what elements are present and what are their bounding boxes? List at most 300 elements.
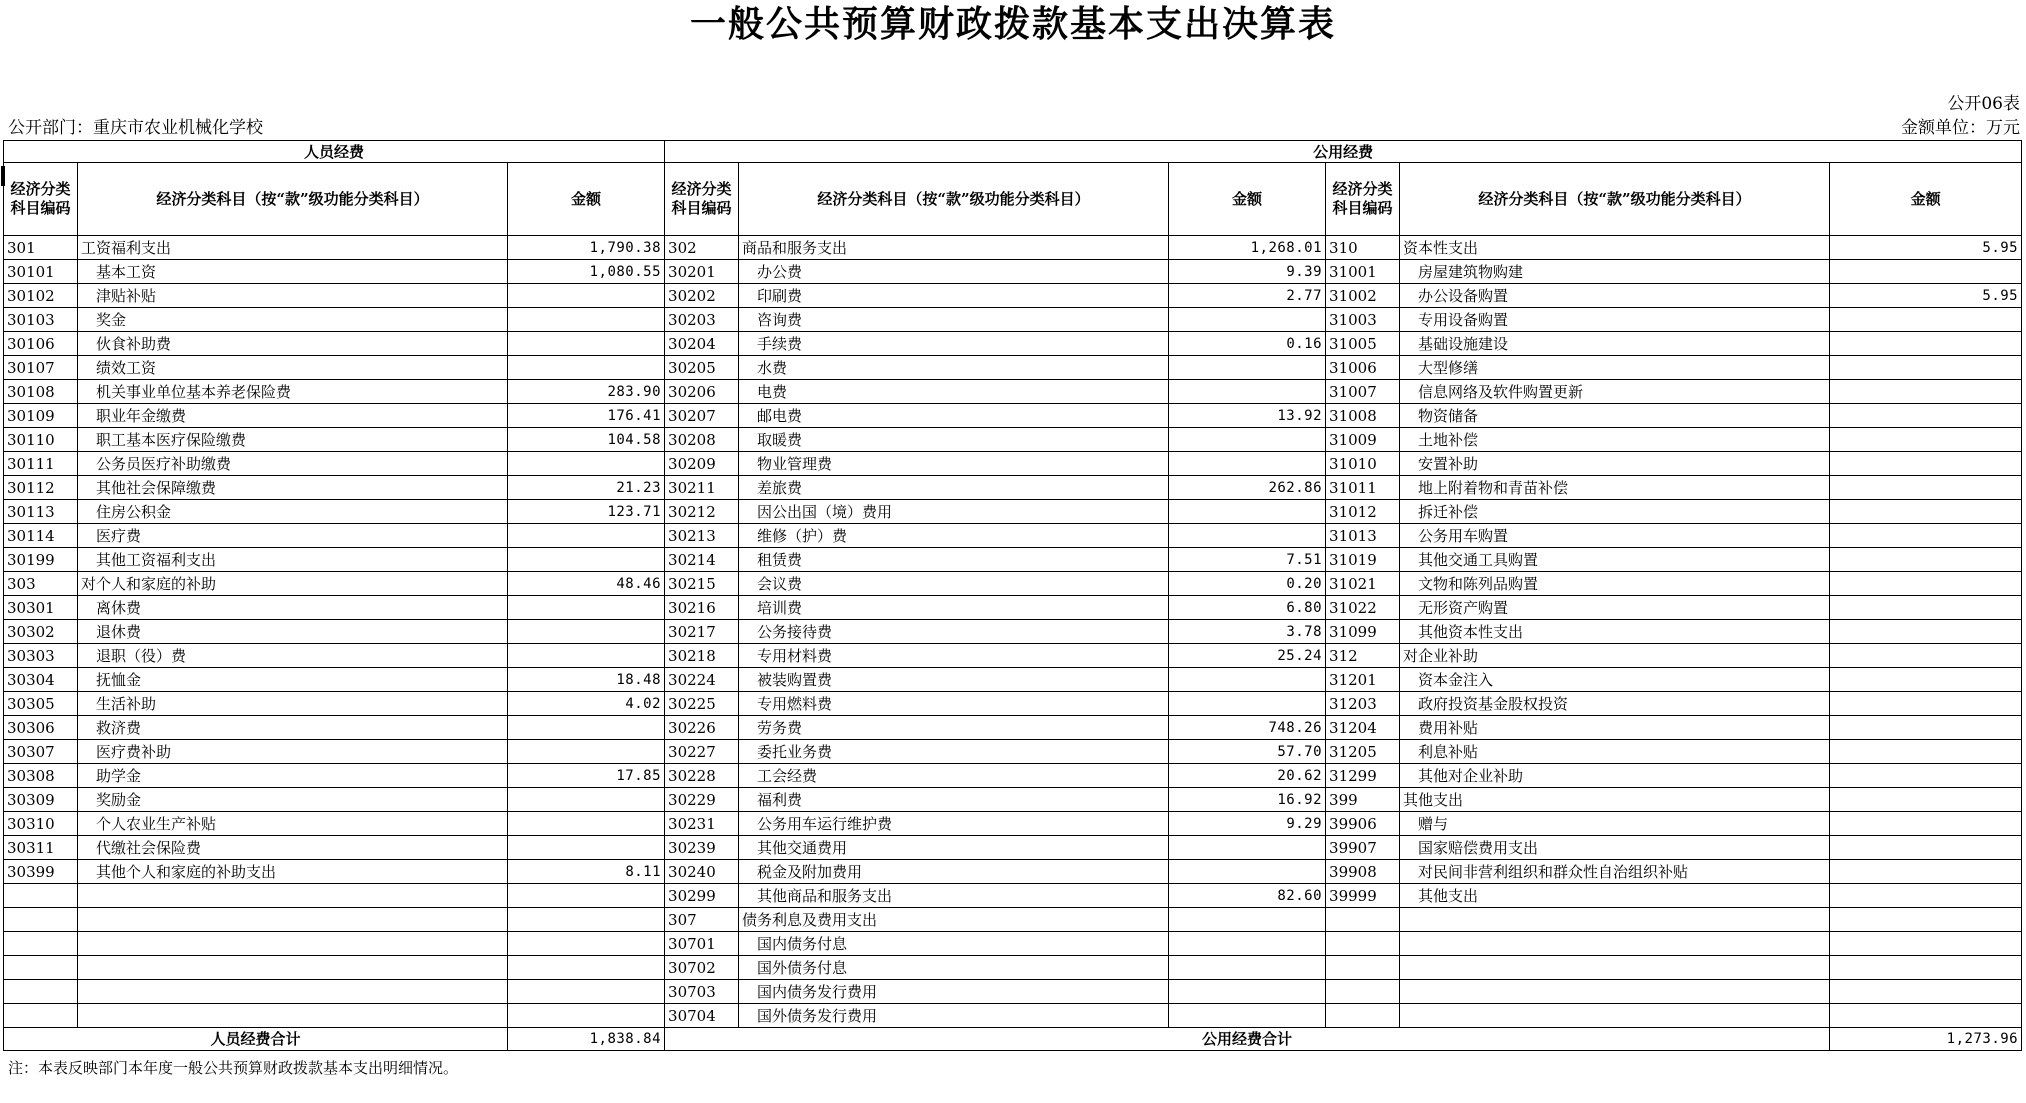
item-amount: 6.80 <box>1169 596 1326 620</box>
item-amount <box>1830 404 2022 428</box>
amount-column-header: 金额 <box>1169 163 1326 236</box>
item-code: 30107 <box>4 356 78 380</box>
item-name: 机关事业单位基本养老保险费 <box>78 380 508 404</box>
item-code: 302 <box>665 236 739 260</box>
item-amount <box>1830 644 2022 668</box>
item-code: 31003 <box>1326 308 1400 332</box>
item-code: 30306 <box>4 716 78 740</box>
table-row <box>4 476 2022 500</box>
item-name <box>78 908 508 932</box>
item-amount <box>1830 1004 2022 1028</box>
item-amount <box>508 356 665 380</box>
item-name: 电费 <box>739 380 1169 404</box>
public-total-label: 公用经费合计 <box>665 1028 1830 1051</box>
item-amount <box>1830 380 2022 404</box>
item-name: 其他社会保障缴费 <box>78 476 508 500</box>
item-name: 国外债务发行费用 <box>739 1004 1169 1028</box>
item-amount: 5.95 <box>1830 284 2022 308</box>
item-name: 房屋建筑物购建 <box>1400 260 1830 284</box>
item-amount <box>1169 932 1326 956</box>
item-amount <box>508 644 665 668</box>
item-code: 30208 <box>665 428 739 452</box>
item-name: 津贴补贴 <box>78 284 508 308</box>
item-amount <box>1830 260 2022 284</box>
item-code: 30239 <box>665 836 739 860</box>
item-code: 31009 <box>1326 428 1400 452</box>
item-amount <box>1830 308 2022 332</box>
item-code: 30216 <box>665 596 739 620</box>
item-name: 职业年金缴费 <box>78 404 508 428</box>
item-name: 公务用车购置 <box>1400 524 1830 548</box>
item-amount <box>1830 668 2022 692</box>
item-code: 30704 <box>665 1004 739 1028</box>
item-amount <box>1169 692 1326 716</box>
item-amount <box>1830 836 2022 860</box>
department-label: 公开部门：重庆市农业机械化学校 <box>8 118 263 138</box>
item-name: 文物和陈列品购置 <box>1400 572 1830 596</box>
item-name: 其他工资福利支出 <box>78 548 508 572</box>
item-amount <box>1830 332 2022 356</box>
item-code: 399 <box>1326 788 1400 812</box>
item-code: 30201 <box>665 260 739 284</box>
item-amount <box>1830 596 2022 620</box>
item-amount <box>508 332 665 356</box>
item-amount <box>1830 620 2022 644</box>
item-amount: 20.62 <box>1169 764 1326 788</box>
item-code: 30202 <box>665 284 739 308</box>
item-code: 31203 <box>1326 692 1400 716</box>
item-name <box>78 980 508 1004</box>
item-name: 物业管理费 <box>739 452 1169 476</box>
item-name: 水费 <box>739 356 1169 380</box>
item-amount <box>1830 884 2022 908</box>
item-code: 39999 <box>1326 884 1400 908</box>
item-amount <box>1830 476 2022 500</box>
item-amount: 17.85 <box>508 764 665 788</box>
public-total-amount: 1,273.96 <box>1830 1028 2022 1051</box>
item-amount <box>1169 524 1326 548</box>
item-name: 信息网络及软件购置更新 <box>1400 380 1830 404</box>
item-amount <box>508 908 665 932</box>
item-name: 专用设备购置 <box>1400 308 1830 332</box>
table-row <box>4 500 2022 524</box>
item-amount: 13.92 <box>1169 404 1326 428</box>
item-name: 会议费 <box>739 572 1169 596</box>
item-amount <box>508 716 665 740</box>
table-row <box>4 836 2022 860</box>
item-name: 个人农业生产补贴 <box>78 812 508 836</box>
item-name: 大型修缮 <box>1400 356 1830 380</box>
item-code: 30240 <box>665 860 739 884</box>
item-code <box>4 956 78 980</box>
item-code: 30211 <box>665 476 739 500</box>
item-name: 助学金 <box>78 764 508 788</box>
item-name: 工资福利支出 <box>78 236 508 260</box>
item-name <box>1400 908 1830 932</box>
item-name: 政府投资基金股权投资 <box>1400 692 1830 716</box>
item-amount: 176.41 <box>508 404 665 428</box>
row-marker <box>1 166 5 186</box>
item-name: 医疗费补助 <box>78 740 508 764</box>
item-code: 30218 <box>665 644 739 668</box>
item-amount <box>1830 788 2022 812</box>
item-code: 31205 <box>1326 740 1400 764</box>
item-code: 39907 <box>1326 836 1400 860</box>
item-code: 307 <box>665 908 739 932</box>
item-name: 费用补贴 <box>1400 716 1830 740</box>
item-name: 地上附着物和青苗补偿 <box>1400 476 1830 500</box>
item-amount <box>508 620 665 644</box>
item-code: 30302 <box>4 620 78 644</box>
amount-column-header: 金额 <box>1830 163 2022 236</box>
item-amount <box>1169 1004 1326 1028</box>
table-row <box>4 956 2022 980</box>
name-column-header: 经济分类科目（按“款”级功能分类科目） <box>78 163 508 236</box>
item-name: 拆迁补偿 <box>1400 500 1830 524</box>
item-name: 土地补偿 <box>1400 428 1830 452</box>
item-name: 手续费 <box>739 332 1169 356</box>
table-row <box>4 908 2022 932</box>
item-name: 对民间非营利组织和群众性自治组织补贴 <box>1400 860 1830 884</box>
item-amount <box>1830 428 2022 452</box>
item-amount <box>1169 308 1326 332</box>
personnel-group-header: 人员经费 <box>4 141 665 163</box>
item-amount <box>1830 452 2022 476</box>
item-code: 30301 <box>4 596 78 620</box>
item-code: 30114 <box>4 524 78 548</box>
item-code: 30112 <box>4 476 78 500</box>
expenditure-table <box>3 140 2022 1051</box>
item-amount <box>1830 908 2022 932</box>
item-amount <box>508 932 665 956</box>
table-row <box>4 596 2022 620</box>
item-code: 30205 <box>665 356 739 380</box>
item-amount <box>508 308 665 332</box>
item-name: 办公设备购置 <box>1400 284 1830 308</box>
item-amount <box>1830 548 2022 572</box>
item-code: 31299 <box>1326 764 1400 788</box>
item-amount: 8.11 <box>508 860 665 884</box>
item-amount: 4.02 <box>508 692 665 716</box>
item-name <box>78 884 508 908</box>
item-code: 30215 <box>665 572 739 596</box>
table-row <box>4 284 2022 308</box>
item-code: 30701 <box>665 932 739 956</box>
item-amount: 262.86 <box>1169 476 1326 500</box>
item-name <box>1400 956 1830 980</box>
item-name: 国内债务付息 <box>739 932 1169 956</box>
item-code: 39908 <box>1326 860 1400 884</box>
item-amount: 3.78 <box>1169 620 1326 644</box>
item-amount <box>508 812 665 836</box>
item-amount <box>508 788 665 812</box>
form-number: 公开06表 <box>1947 94 2020 114</box>
table-row <box>4 692 2022 716</box>
item-code: 31021 <box>1326 572 1400 596</box>
item-code: 31005 <box>1326 332 1400 356</box>
item-amount <box>1169 428 1326 452</box>
table-row <box>4 380 2022 404</box>
item-code: 30305 <box>4 692 78 716</box>
item-name: 资本性支出 <box>1400 236 1830 260</box>
item-name: 赠与 <box>1400 812 1830 836</box>
item-name <box>78 932 508 956</box>
table-row <box>4 740 2022 764</box>
item-amount: 748.26 <box>1169 716 1326 740</box>
name-column-header: 经济分类科目（按“款”级功能分类科目） <box>1400 163 1830 236</box>
item-code: 30299 <box>665 884 739 908</box>
item-name: 生活补助 <box>78 692 508 716</box>
item-name: 税金及附加费用 <box>739 860 1169 884</box>
amount-unit-label: 金额单位：万元 <box>1901 118 2020 138</box>
item-name: 公务用车运行维护费 <box>739 812 1169 836</box>
table-row <box>4 308 2022 332</box>
item-code: 30203 <box>665 308 739 332</box>
personnel-total-label: 人员经费合计 <box>4 1028 508 1051</box>
item-amount: 1,790.38 <box>508 236 665 260</box>
item-amount <box>1830 716 2022 740</box>
item-code <box>1326 1004 1400 1028</box>
item-code: 30109 <box>4 404 78 428</box>
item-code: 30106 <box>4 332 78 356</box>
item-code: 30229 <box>665 788 739 812</box>
item-code: 31019 <box>1326 548 1400 572</box>
item-name: 国外债务付息 <box>739 956 1169 980</box>
item-code: 31011 <box>1326 476 1400 500</box>
item-name: 基础设施建设 <box>1400 332 1830 356</box>
item-name: 租赁费 <box>739 548 1169 572</box>
item-name <box>78 1004 508 1028</box>
table-row <box>4 452 2022 476</box>
item-code: 30108 <box>4 380 78 404</box>
item-name: 国家赔偿费用支出 <box>1400 836 1830 860</box>
item-name: 奖金 <box>78 308 508 332</box>
item-amount: 16.92 <box>1169 788 1326 812</box>
item-code: 30226 <box>665 716 739 740</box>
item-amount: 48.46 <box>508 572 665 596</box>
item-amount: 18.48 <box>508 668 665 692</box>
item-name: 专用材料费 <box>739 644 1169 668</box>
item-name: 邮电费 <box>739 404 1169 428</box>
item-amount: 123.71 <box>508 500 665 524</box>
table-row <box>4 764 2022 788</box>
item-amount <box>1830 980 2022 1004</box>
item-code: 30307 <box>4 740 78 764</box>
personnel-total-amount: 1,838.84 <box>508 1028 665 1051</box>
item-amount <box>508 548 665 572</box>
item-amount <box>1830 692 2022 716</box>
item-amount: 1,080.55 <box>508 260 665 284</box>
item-code: 31022 <box>1326 596 1400 620</box>
item-name: 奖励金 <box>78 788 508 812</box>
item-name: 工会经费 <box>739 764 1169 788</box>
item-code <box>4 980 78 1004</box>
table-row <box>4 428 2022 452</box>
item-name: 公务接待费 <box>739 620 1169 644</box>
item-amount <box>508 884 665 908</box>
table-note: 注：本表反映部门本年度一般公共预算财政拨款基本支出明细情况。 <box>8 1059 459 1077</box>
table-row <box>4 548 2022 572</box>
item-amount <box>1830 860 2022 884</box>
item-name: 抚恤金 <box>78 668 508 692</box>
item-code: 31010 <box>1326 452 1400 476</box>
item-name: 差旅费 <box>739 476 1169 500</box>
table-row <box>4 788 2022 812</box>
item-code: 30703 <box>665 980 739 1004</box>
item-code <box>4 908 78 932</box>
item-name: 专用燃料费 <box>739 692 1169 716</box>
item-code: 31201 <box>1326 668 1400 692</box>
item-code <box>1326 932 1400 956</box>
item-name: 其他交通工具购置 <box>1400 548 1830 572</box>
item-name: 其他支出 <box>1400 788 1830 812</box>
item-amount <box>1830 500 2022 524</box>
item-amount <box>1169 380 1326 404</box>
amount-column-header: 金额 <box>508 163 665 236</box>
table-row <box>4 860 2022 884</box>
table-row <box>4 932 2022 956</box>
item-code: 30311 <box>4 836 78 860</box>
item-code: 30231 <box>665 812 739 836</box>
item-name: 无形资产购置 <box>1400 596 1830 620</box>
item-amount <box>1169 980 1326 1004</box>
item-name: 劳务费 <box>739 716 1169 740</box>
item-code: 30227 <box>665 740 739 764</box>
table-row <box>4 668 2022 692</box>
item-code: 30113 <box>4 500 78 524</box>
table-row <box>4 644 2022 668</box>
table-row <box>4 884 2022 908</box>
item-amount: 2.77 <box>1169 284 1326 308</box>
item-name: 因公出国（境）费用 <box>739 500 1169 524</box>
item-name: 其他个人和家庭的补助支出 <box>78 860 508 884</box>
item-amount <box>1169 836 1326 860</box>
item-name: 国内债务发行费用 <box>739 980 1169 1004</box>
item-amount <box>1830 572 2022 596</box>
table-row <box>4 716 2022 740</box>
item-amount: 21.23 <box>508 476 665 500</box>
item-amount: 9.39 <box>1169 260 1326 284</box>
table-row <box>4 812 2022 836</box>
item-amount: 283.90 <box>508 380 665 404</box>
item-code: 312 <box>1326 644 1400 668</box>
item-code: 30212 <box>665 500 739 524</box>
item-amount: 7.51 <box>1169 548 1326 572</box>
item-name: 公务员医疗补助缴费 <box>78 452 508 476</box>
item-code <box>1326 908 1400 932</box>
item-name: 退休费 <box>78 620 508 644</box>
item-code: 310 <box>1326 236 1400 260</box>
item-amount <box>1169 500 1326 524</box>
item-amount: 0.20 <box>1169 572 1326 596</box>
item-name: 利息补贴 <box>1400 740 1830 764</box>
table-row <box>4 332 2022 356</box>
item-code: 31001 <box>1326 260 1400 284</box>
item-name: 职工基本医疗保险缴费 <box>78 428 508 452</box>
item-code: 30206 <box>665 380 739 404</box>
item-name <box>1400 1004 1830 1028</box>
item-code <box>4 884 78 908</box>
item-name: 退职（役）费 <box>78 644 508 668</box>
public-group-header: 公用经费 <box>665 141 2022 163</box>
item-name: 医疗费 <box>78 524 508 548</box>
item-amount: 57.70 <box>1169 740 1326 764</box>
item-name: 代缴社会保险费 <box>78 836 508 860</box>
item-code: 31204 <box>1326 716 1400 740</box>
page-title: 一般公共预算财政拨款基本支出决算表 <box>689 3 1336 45</box>
item-amount: 9.29 <box>1169 812 1326 836</box>
item-name: 安置补助 <box>1400 452 1830 476</box>
item-code: 30103 <box>4 308 78 332</box>
table-row <box>4 620 2022 644</box>
item-amount <box>508 836 665 860</box>
item-name: 对个人和家庭的补助 <box>78 572 508 596</box>
item-code: 30209 <box>665 452 739 476</box>
item-name: 商品和服务支出 <box>739 236 1169 260</box>
item-name: 委托业务费 <box>739 740 1169 764</box>
code-column-header: 经济分类科目编码 <box>665 163 739 236</box>
item-amount <box>508 740 665 764</box>
item-amount <box>1830 956 2022 980</box>
item-amount <box>1830 812 2022 836</box>
item-name: 住房公积金 <box>78 500 508 524</box>
item-name: 救济费 <box>78 716 508 740</box>
item-code: 30101 <box>4 260 78 284</box>
item-name: 维修（护）费 <box>739 524 1169 548</box>
item-name <box>78 956 508 980</box>
item-amount: 104.58 <box>508 428 665 452</box>
item-name: 培训费 <box>739 596 1169 620</box>
item-name: 债务利息及费用支出 <box>739 908 1169 932</box>
item-code: 30303 <box>4 644 78 668</box>
item-name: 离休费 <box>78 596 508 620</box>
item-name: 取暖费 <box>739 428 1169 452</box>
item-amount <box>1830 740 2022 764</box>
item-name: 对企业补助 <box>1400 644 1830 668</box>
item-amount <box>508 452 665 476</box>
item-amount <box>508 1004 665 1028</box>
table-row <box>4 1004 2022 1028</box>
item-amount <box>1169 356 1326 380</box>
table-row <box>4 260 2022 284</box>
item-name: 福利费 <box>739 788 1169 812</box>
item-amount <box>508 980 665 1004</box>
item-amount <box>508 596 665 620</box>
table-row <box>4 236 2022 260</box>
item-amount: 25.24 <box>1169 644 1326 668</box>
name-column-header: 经济分类科目（按“款”级功能分类科目） <box>739 163 1169 236</box>
item-name: 其他资本性支出 <box>1400 620 1830 644</box>
table-row <box>4 572 2022 596</box>
item-code: 31007 <box>1326 380 1400 404</box>
item-code <box>1326 980 1400 1004</box>
item-code: 31008 <box>1326 404 1400 428</box>
item-amount <box>1830 932 2022 956</box>
code-column-header: 经济分类科目编码 <box>1326 163 1400 236</box>
item-code: 30207 <box>665 404 739 428</box>
item-amount: 0.16 <box>1169 332 1326 356</box>
item-code <box>4 1004 78 1028</box>
item-code <box>4 932 78 956</box>
item-name: 伙食补助费 <box>78 332 508 356</box>
item-amount: 1,268.01 <box>1169 236 1326 260</box>
item-code: 30702 <box>665 956 739 980</box>
item-amount: 5.95 <box>1830 236 2022 260</box>
item-name: 其他交通费用 <box>739 836 1169 860</box>
item-amount <box>508 956 665 980</box>
item-code: 30199 <box>4 548 78 572</box>
item-code: 30213 <box>665 524 739 548</box>
